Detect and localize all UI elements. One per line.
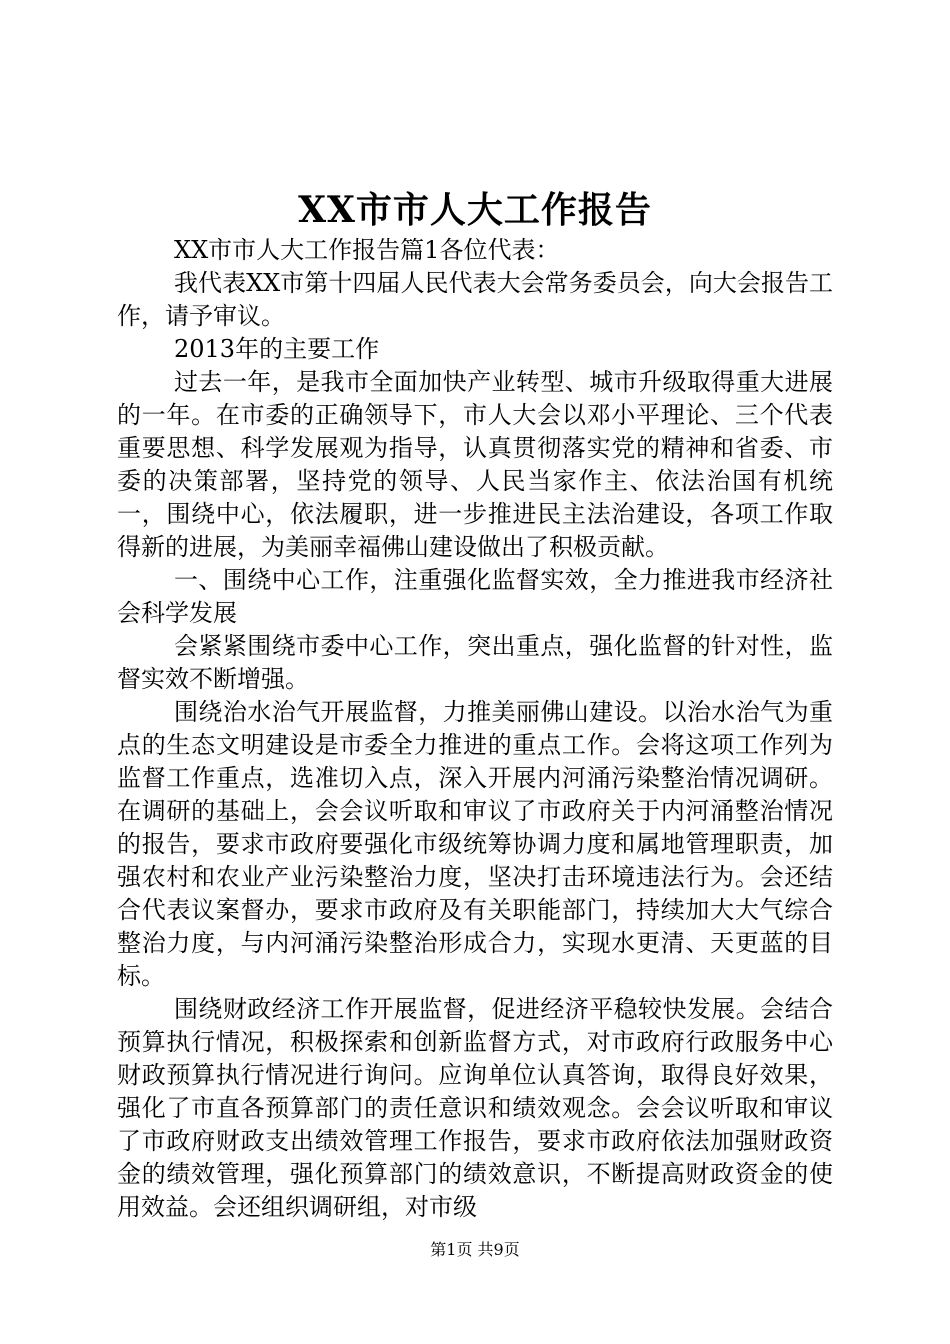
paragraph-finance: 围绕财政经济工作开展监督，促进经济平稳较快发展。会结合预算执行情况，积极探索和创新监督方式，对市政府行政服务中心财政预算执行情况进行询问。应询单位认真答询，取得良好效果，强化了市直各预算部门的责任意识和绩效观念。会会议听取和审议了市政府财政支出绩效管理工作报告，要求市政府依法加强财政资金的绩效管理，强化预算部门的绩效意识，不断提高财政资金的使用效益。会还组织调研组，对市级: [117, 995, 833, 1221]
paragraph-supervision: 会紧紧围绕市委中心工作，突出重点，强化监督的针对性，监督实效不断增强。: [117, 632, 833, 693]
page-footer: 第1页 共9页: [430, 1240, 520, 1259]
section-heading-2013: 2013年的主要工作: [174, 335, 380, 363]
paragraph-intro: 我代表XX市第十四届人民代表大会常务委员会，向大会报告工作，请予审议。: [117, 269, 833, 330]
paragraph-salutation: XX市市人大工作报告篇1各位代表：: [174, 236, 560, 264]
document-body: [117, 234, 833, 1224]
paragraph-overview: 过去一年，是我市全面加快产业转型、城市升级取得重大进展的一年。在市委的正确领导下，市人大会以邓小平理论、三个代表重要思想、科学发展观为指导，认真贯彻落实党的精神和省委、市委的决策部署，坚持党的领导、人民当家作主、依法治国有机统一，围绕中心，依法履职，进一步推进民主法治建设，各项工作取得新的进展，为美丽幸福佛山建设做出了积极贡献。: [117, 368, 833, 561]
section-heading-one: 一、围绕中心工作，注重强化监督实效，全力推进我市经济社会科学发展: [117, 566, 833, 627]
paragraph-water-air: 围绕治水治气开展监督，力推美丽佛山建设。以治水治气为重点的生态文明建设是市委全力推进的重点工作。会将这项工作列为监督工作重点，选准切入点，深入开展内河涌污染整治情况调研。在调研的基础上，会会议听取和审议了市政府关于内河涌整治情况的报告，要求市政府要强化市级统筹协调力度和属地管理职责，加强农村和农业产业污染整治力度，坚决打击环境违法行为。会还结合代表议案督办，要求市政府及有关职能部门，持续加大大气综合整治力度，与内河涌污染整治形成合力，实现水更清、天更蓝的目标。: [117, 698, 833, 990]
document-title: XX市市人大工作报告: [298, 189, 652, 231]
